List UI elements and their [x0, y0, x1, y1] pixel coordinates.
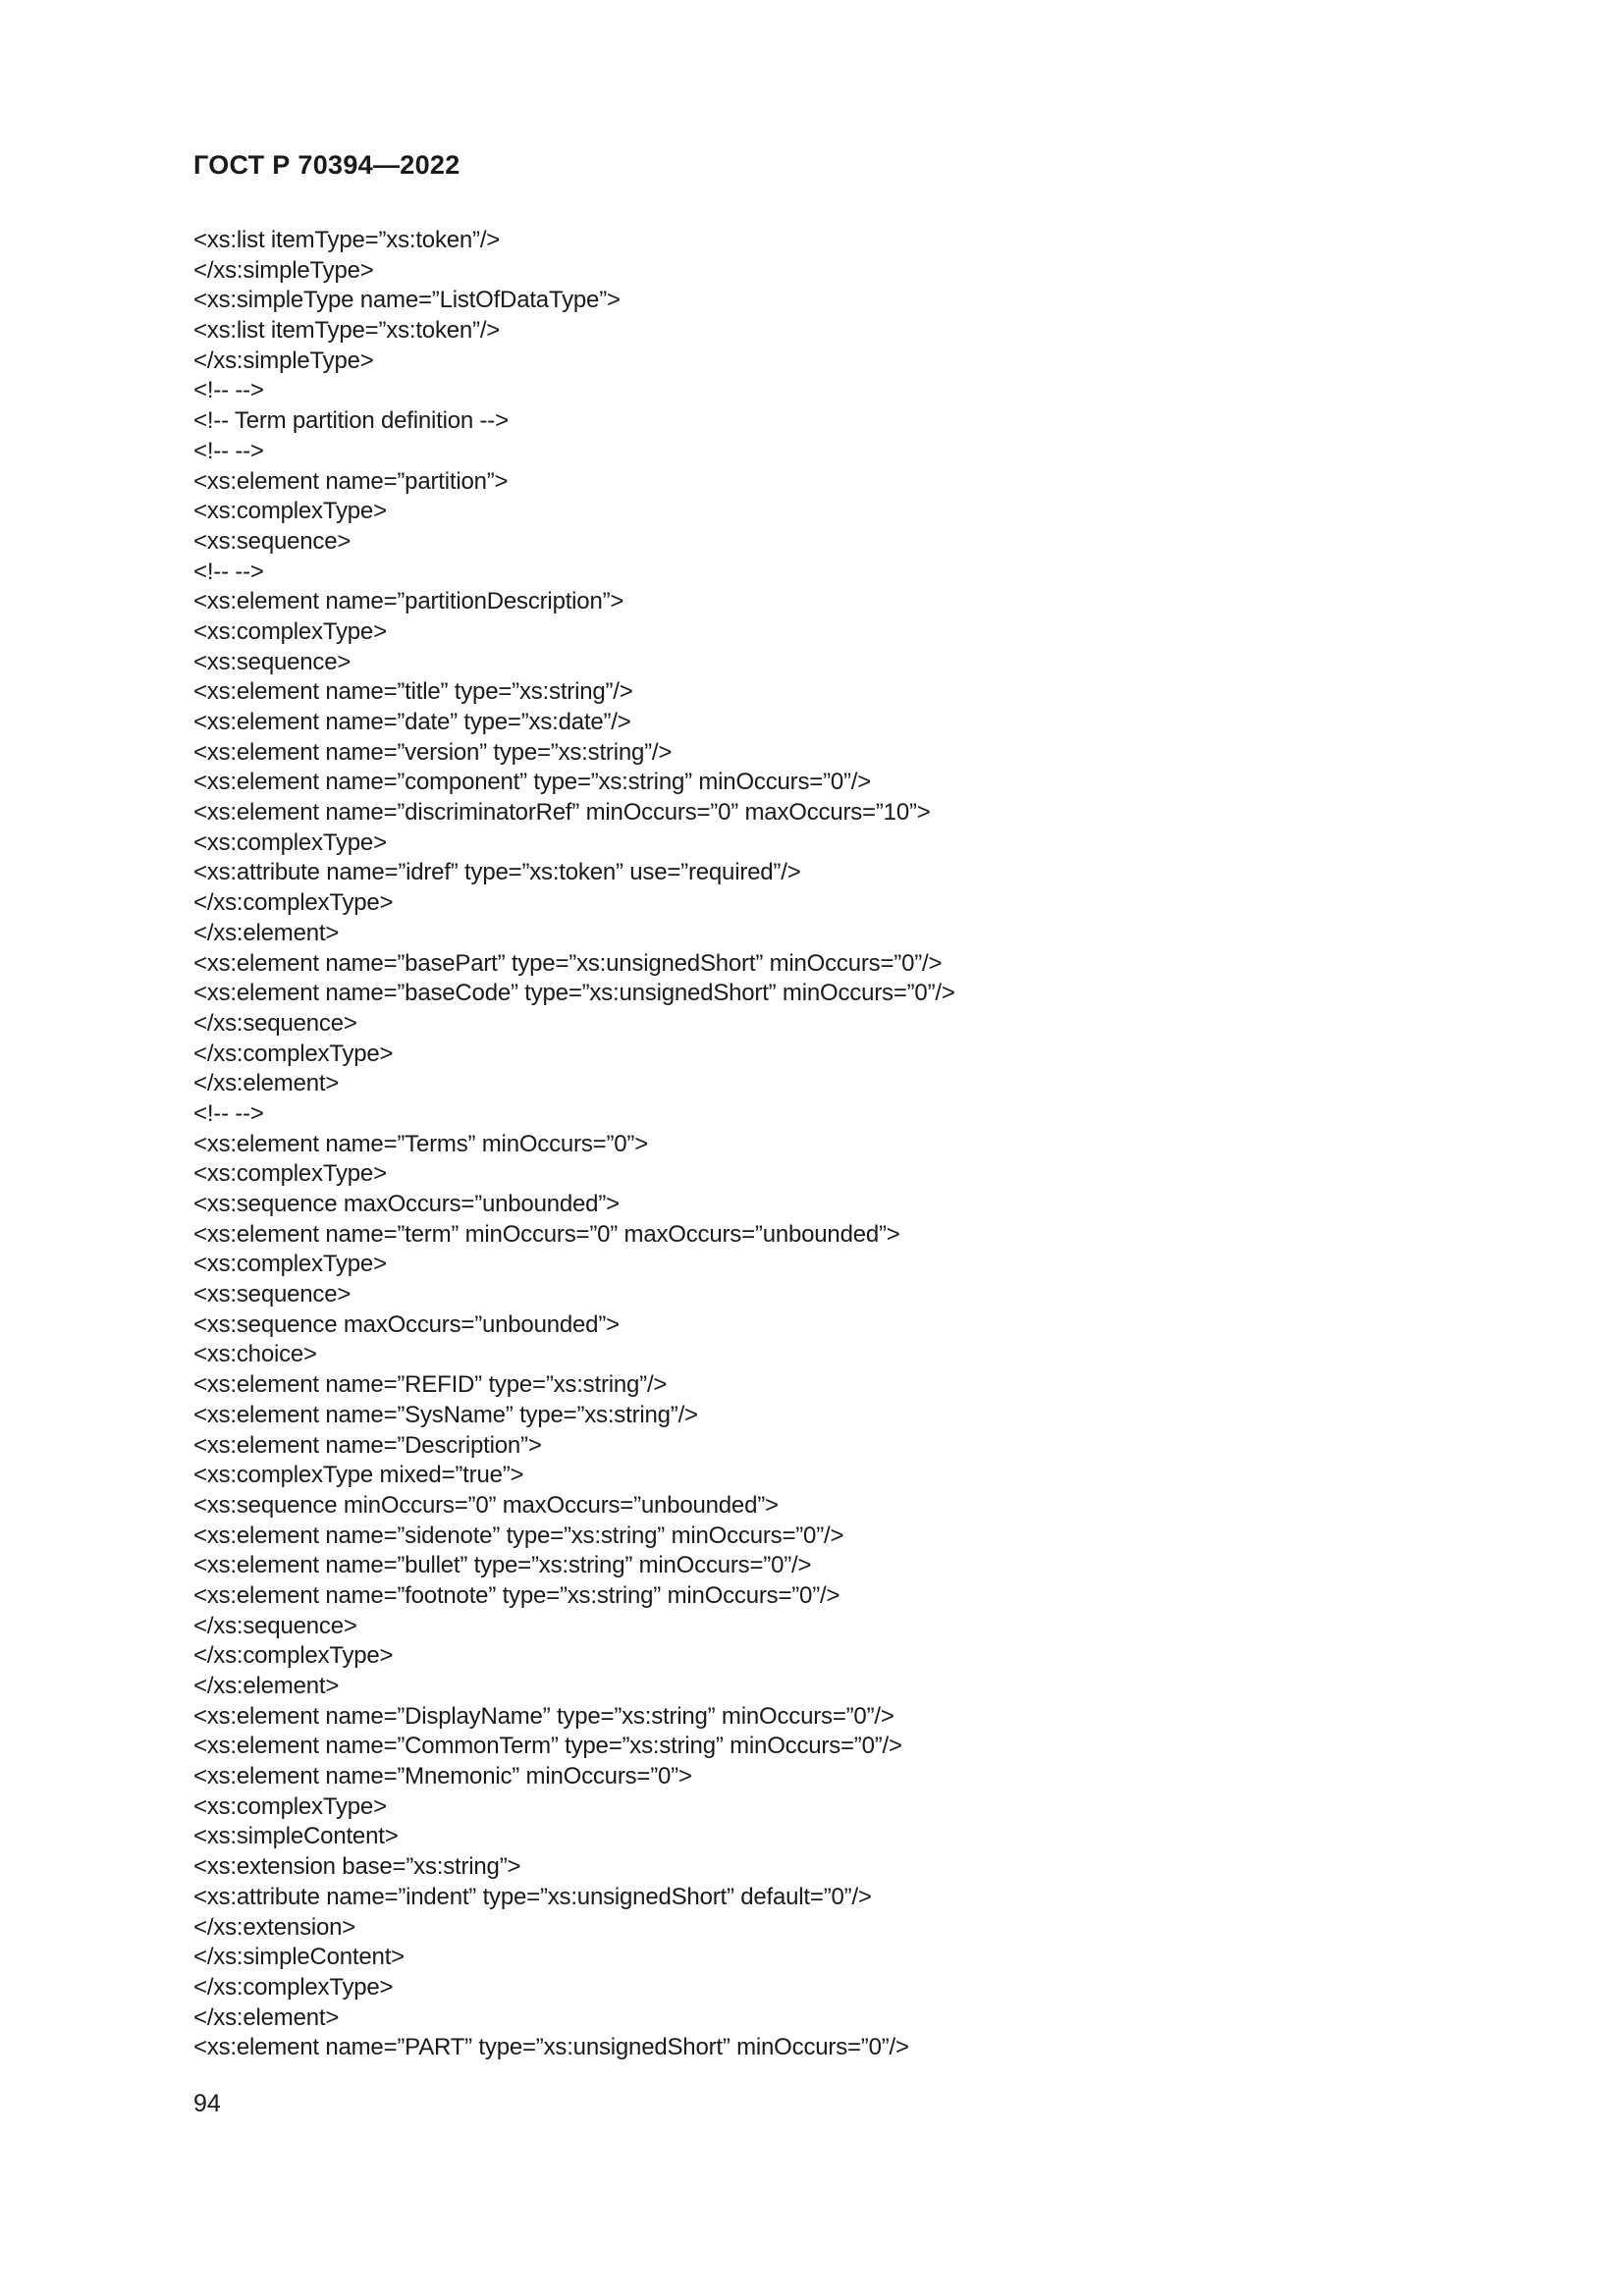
code-line: <xs:attribute name=”indent” type=”xs:unsignedShort” default=”0”/>: [193, 1883, 872, 1910]
page-number: 94: [193, 2090, 221, 2117]
code-line: <xs:element name=”REFID” type=”xs:string”/>: [193, 1371, 668, 1399]
code-line: <xs:complexType>: [193, 1251, 387, 1278]
code-line: </xs:simpleContent>: [193, 1944, 405, 1971]
code-line: <xs:element name=”DisplayName” type=”xs:string” minOccurs=”0”/>: [193, 1702, 894, 1730]
code-line: <xs:element name=”component” type=”xs:string” minOccurs=”0”/>: [193, 769, 872, 796]
code-line: <xs:complexType>: [193, 617, 387, 645]
code-line: </xs:element>: [193, 1673, 340, 1699]
code-line: </xs:extension>: [193, 1913, 356, 1941]
code-line: <xs:complexType>: [193, 1160, 387, 1188]
code-line: </xs:complexType>: [193, 889, 394, 917]
xml-schema-code-block: [193, 226, 1470, 2063]
code-line: <xs:simpleType name=”ListOfDataType”>: [193, 287, 621, 314]
code-line: </xs:simpleType>: [193, 347, 374, 374]
code-line: <xs:element name=”partitionDescription”>: [193, 588, 624, 615]
code-line: <xs:sequence maxOccurs=”unbounded”>: [193, 1310, 620, 1338]
code-line: <xs:element name=”CommonTerm” type=”xs:string” minOccurs=”0”/>: [193, 1733, 902, 1760]
code-line: </xs:sequence>: [193, 1612, 357, 1639]
code-line: <!-- -->: [193, 1099, 264, 1127]
code-line: <xs:list itemType=”xs:token”/>: [193, 317, 501, 345]
code-line: <xs:sequence>: [193, 527, 352, 555]
code-line: <!-- -->: [193, 377, 264, 404]
code-line: <xs:complexType>: [193, 1792, 387, 1820]
code-line: <xs:attribute name=”idref” type=”xs:token” use=”required”/>: [193, 859, 801, 886]
code-line: <xs:element name=”term” minOccurs=”0” maxOccurs=”unbounded”>: [193, 1220, 900, 1248]
code-line: <xs:sequence maxOccurs=”unbounded”>: [193, 1191, 620, 1217]
code-line: <xs:element name=”PART” type=”xs:unsignedShort” minOccurs=”0”/>: [193, 2034, 909, 2061]
code-line: </xs:complexType>: [193, 1040, 394, 1067]
code-line: <xs:extension base=”xs:string”>: [193, 1853, 521, 1881]
code-line: <xs:simpleContent>: [193, 1823, 399, 1850]
code-line: <xs:complexType>: [193, 828, 387, 856]
code-line: <xs:element name=”discriminatorRef” minOccurs=”0” maxOccurs=”10”>: [193, 799, 931, 827]
code-line: </xs:element>: [193, 919, 340, 946]
code-line: <xs:choice>: [193, 1341, 317, 1368]
code-line: <xs:complexType mixed=”true”>: [193, 1462, 524, 1489]
code-line: <xs:element name=”partition”>: [193, 467, 509, 495]
code-line: <!-- -->: [193, 558, 264, 585]
code-line: <xs:element name=”baseCode” type=”xs:unsignedShort” minOccurs=”0”/>: [193, 980, 955, 1007]
code-line: </xs:simpleType>: [193, 256, 374, 284]
code-line: <xs:element name=”Terms” minOccurs=”0”>: [193, 1130, 649, 1157]
code-line: </xs:complexType>: [193, 1973, 394, 2001]
code-line: <!-- Term partition definition -->: [193, 407, 509, 435]
code-line: <xs:element name=”SysName” type=”xs:string”/>: [193, 1401, 698, 1428]
code-line: <!-- -->: [193, 437, 264, 464]
code-line: <xs:sequence>: [193, 648, 352, 675]
code-line: <xs:element name=”version” type=”xs:string”/>: [193, 738, 673, 766]
code-line: <xs:sequence minOccurs=”0” maxOccurs=”unbounded”>: [193, 1491, 779, 1519]
code-line: <xs:element name=”sidenote” type=”xs:string” minOccurs=”0”/>: [193, 1522, 844, 1549]
code-line: <xs:element name=”Description”>: [193, 1431, 542, 1459]
code-line: <xs:sequence>: [193, 1281, 352, 1308]
code-line: </xs:sequence>: [193, 1009, 357, 1037]
code-line: <xs:element name=”basePart” type=”xs:unsignedShort” minOccurs=”0”/>: [193, 949, 943, 977]
code-line: <xs:list itemType=”xs:token”/>: [193, 227, 501, 253]
code-line: <xs:element name=”title” type=”xs:string”/>: [193, 678, 633, 706]
page-header-standard-id: ГОСТ Р 70394—2022: [193, 150, 460, 180]
code-line: </xs:element>: [193, 2003, 340, 2031]
code-line: </xs:element>: [193, 1070, 340, 1097]
code-line: <xs:element name=”footnote” type=”xs:string” minOccurs=”0”/>: [193, 1581, 840, 1609]
code-line: <xs:element name=”Mnemonic” minOccurs=”0”>: [193, 1763, 692, 1790]
code-line: </xs:complexType>: [193, 1642, 394, 1670]
code-line: <xs:element name=”date” type=”xs:date”/>: [193, 709, 631, 735]
code-line: <xs:element name=”bullet” type=”xs:string” minOccurs=”0”/>: [193, 1552, 812, 1579]
code-line: <xs:complexType>: [193, 498, 387, 525]
